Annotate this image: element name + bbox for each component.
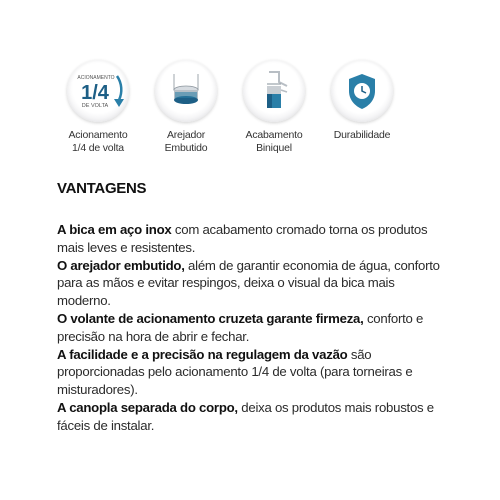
section-heading: VANTAGENS <box>57 180 147 197</box>
features-row <box>50 60 450 170</box>
feature-durability <box>314 60 410 142</box>
advantage-paragraph: O arejador embutido, além de garantir economia de água, conforto para as mãos e evitar respingos, deixa o visual da bica mais moderno. <box>57 257 440 309</box>
feature-quarter-turn <box>50 60 146 155</box>
feature-finish <box>226 60 322 155</box>
advantage-paragraph: O volante de acionamento cruzeta garante firmeza, conforto e precisão na hora de abrir e fechar. <box>57 310 424 344</box>
chrome-finish-icon <box>243 60 305 122</box>
advantage-paragraph: A bica em aço inox com acabamento cromado torna os produtos mais leves e resistentes. <box>57 222 428 255</box>
aerator-icon <box>155 60 217 122</box>
svg-text:1/4: 1/4 <box>81 82 109 104</box>
advantage-paragraph: A canopla separada do corpo, deixa os produtos mais robustos e fáceis de instalar. <box>57 399 434 433</box>
feature-aerator <box>138 60 234 155</box>
svg-text:ACIONAMENTO: ACIONAMENTO <box>77 75 115 81</box>
quarter-turn-icon <box>67 60 129 122</box>
feature-label: Arejador Embutido <box>164 129 208 154</box>
advantages-text <box>57 221 447 435</box>
feature-label: Acabamento Biniquel <box>245 129 303 154</box>
advantage-paragraph: A facilidade e a precisão na regulagem da vazão são proporcionadas pelo acionamento 1/4 de volta (para torneiras e misturadores). <box>57 346 413 398</box>
svg-text:DE VOLTA: DE VOLTA <box>81 103 109 109</box>
feature-label: Acionamento 1/4 de volta <box>68 129 128 154</box>
feature-label: Durabilidade <box>333 129 391 141</box>
durability-shield-clock-icon <box>331 60 393 122</box>
